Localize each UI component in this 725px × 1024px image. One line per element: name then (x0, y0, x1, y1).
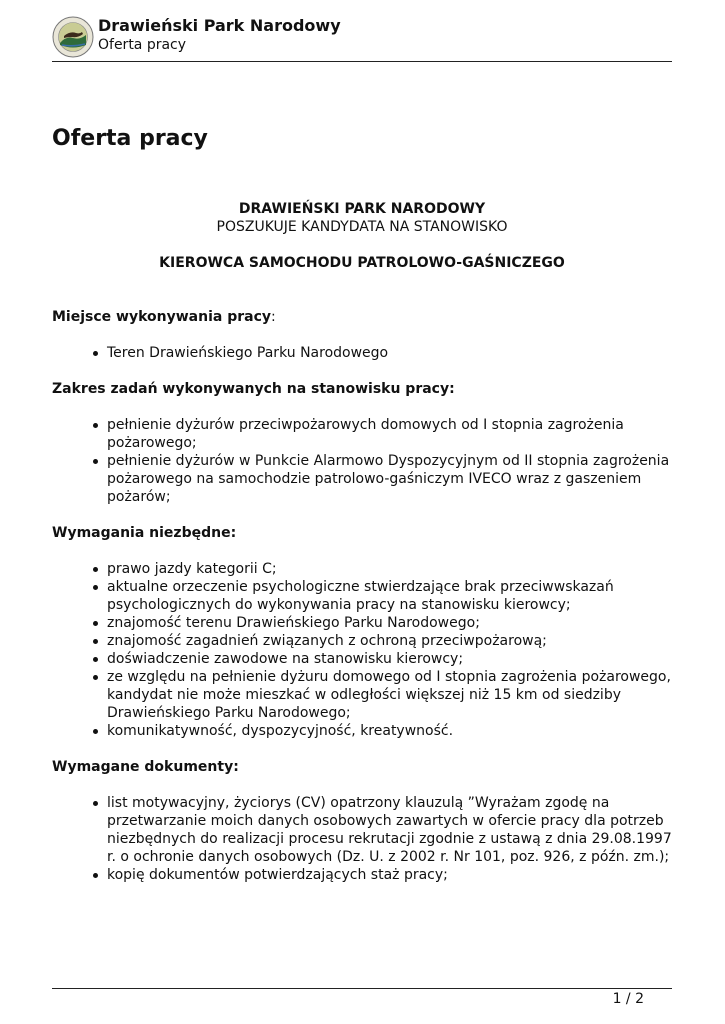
list-item: pełnienie dyżurów przeciwpożarowych domowych od I stopnia zagrożenia pożarowego; (52, 416, 672, 452)
requirements-list (52, 560, 672, 740)
announcement-line: POSZUKUJE KANDYDATA NA STANOWISKO (216, 219, 508, 235)
announcement-org: DRAWIEŃSKI PARK NARODOWY (238, 201, 486, 217)
requirements-heading: Wymagania niezbędne: (52, 525, 237, 541)
list-item: pełnienie dyżurów w Punkcie Alarmowo Dyspozycyjnym od II stopnia zagrożenia pożarowego na samochodzie patrolowo-gaśniczym IVECO wraz z gaszeniem pożarów; (52, 452, 672, 506)
offer-content (52, 200, 672, 884)
location-heading-row (52, 308, 672, 326)
page-number: 1 / 2 (612, 991, 644, 1007)
park-logo (52, 16, 94, 58)
list-item: prawo jazdy kategorii C; (52, 560, 672, 578)
list-item: ze względu na pełnienie dyżuru domowego od I stopnia zagrożenia pożarowego, kandydat nie może mieszkać w odległości większej niż 15 km od siedziby Drawieńskiego Parku Narodowego; (52, 668, 672, 722)
header-title: Drawieński Park Narodowy (98, 16, 341, 35)
documents-heading: Wymagane dokumenty: (52, 759, 239, 775)
page-title: Oferta pracy (52, 126, 208, 151)
list-item: znajomość zagadnień związanych z ochroną przeciwpożarową; (52, 632, 672, 650)
location-heading: Miejsce wykonywania pracy (52, 309, 271, 325)
header-subtitle: Oferta pracy (98, 37, 187, 53)
location-colon: : (271, 309, 276, 325)
list-item: komunikatywność, dyspozycyjność, kreatywność. (52, 722, 672, 740)
page-header (52, 14, 672, 60)
list-item: znajomość terenu Drawieńskiego Parku Narodowego; (52, 614, 672, 632)
footer-divider (52, 988, 672, 989)
announcement-position: KIEROWCA SAMOCHODU PATROLOWO-GAŚNICZEGO (159, 255, 565, 271)
list-item: Teren Drawieńskiego Parku Narodowego (52, 344, 672, 362)
header-divider (52, 61, 672, 62)
list-item: doświadczenie zawodowe na stanowisku kierowcy; (52, 650, 672, 668)
list-item: aktualne orzeczenie psychologiczne stwierdzające brak przeciwwskazań psychologicznych do wykonywania pracy na stanowisku kierowcy; (52, 578, 672, 614)
duties-heading: Zakres zadań wykonywanych na stanowisku pracy: (52, 381, 455, 397)
location-list (52, 344, 672, 362)
documents-list (52, 794, 672, 884)
duties-list (52, 416, 672, 506)
list-item: kopię dokumentów potwierdzających staż pracy; (52, 866, 672, 884)
list-item: list motywacyjny, życiorys (CV) opatrzony klauzulą ”Wyrażam zgodę na przetwarzanie moich danych osobowych zawartych w ofercie pracy dla potrzeb niezbędnych do realizacji procesu rekrutacji zgodnie z ustawą z dnia 29.08.1997 r. o ochronie danych osobowych (Dz. U. z 2002 r. Nr 101, poz. 926, z późn. zm.); (52, 794, 672, 866)
